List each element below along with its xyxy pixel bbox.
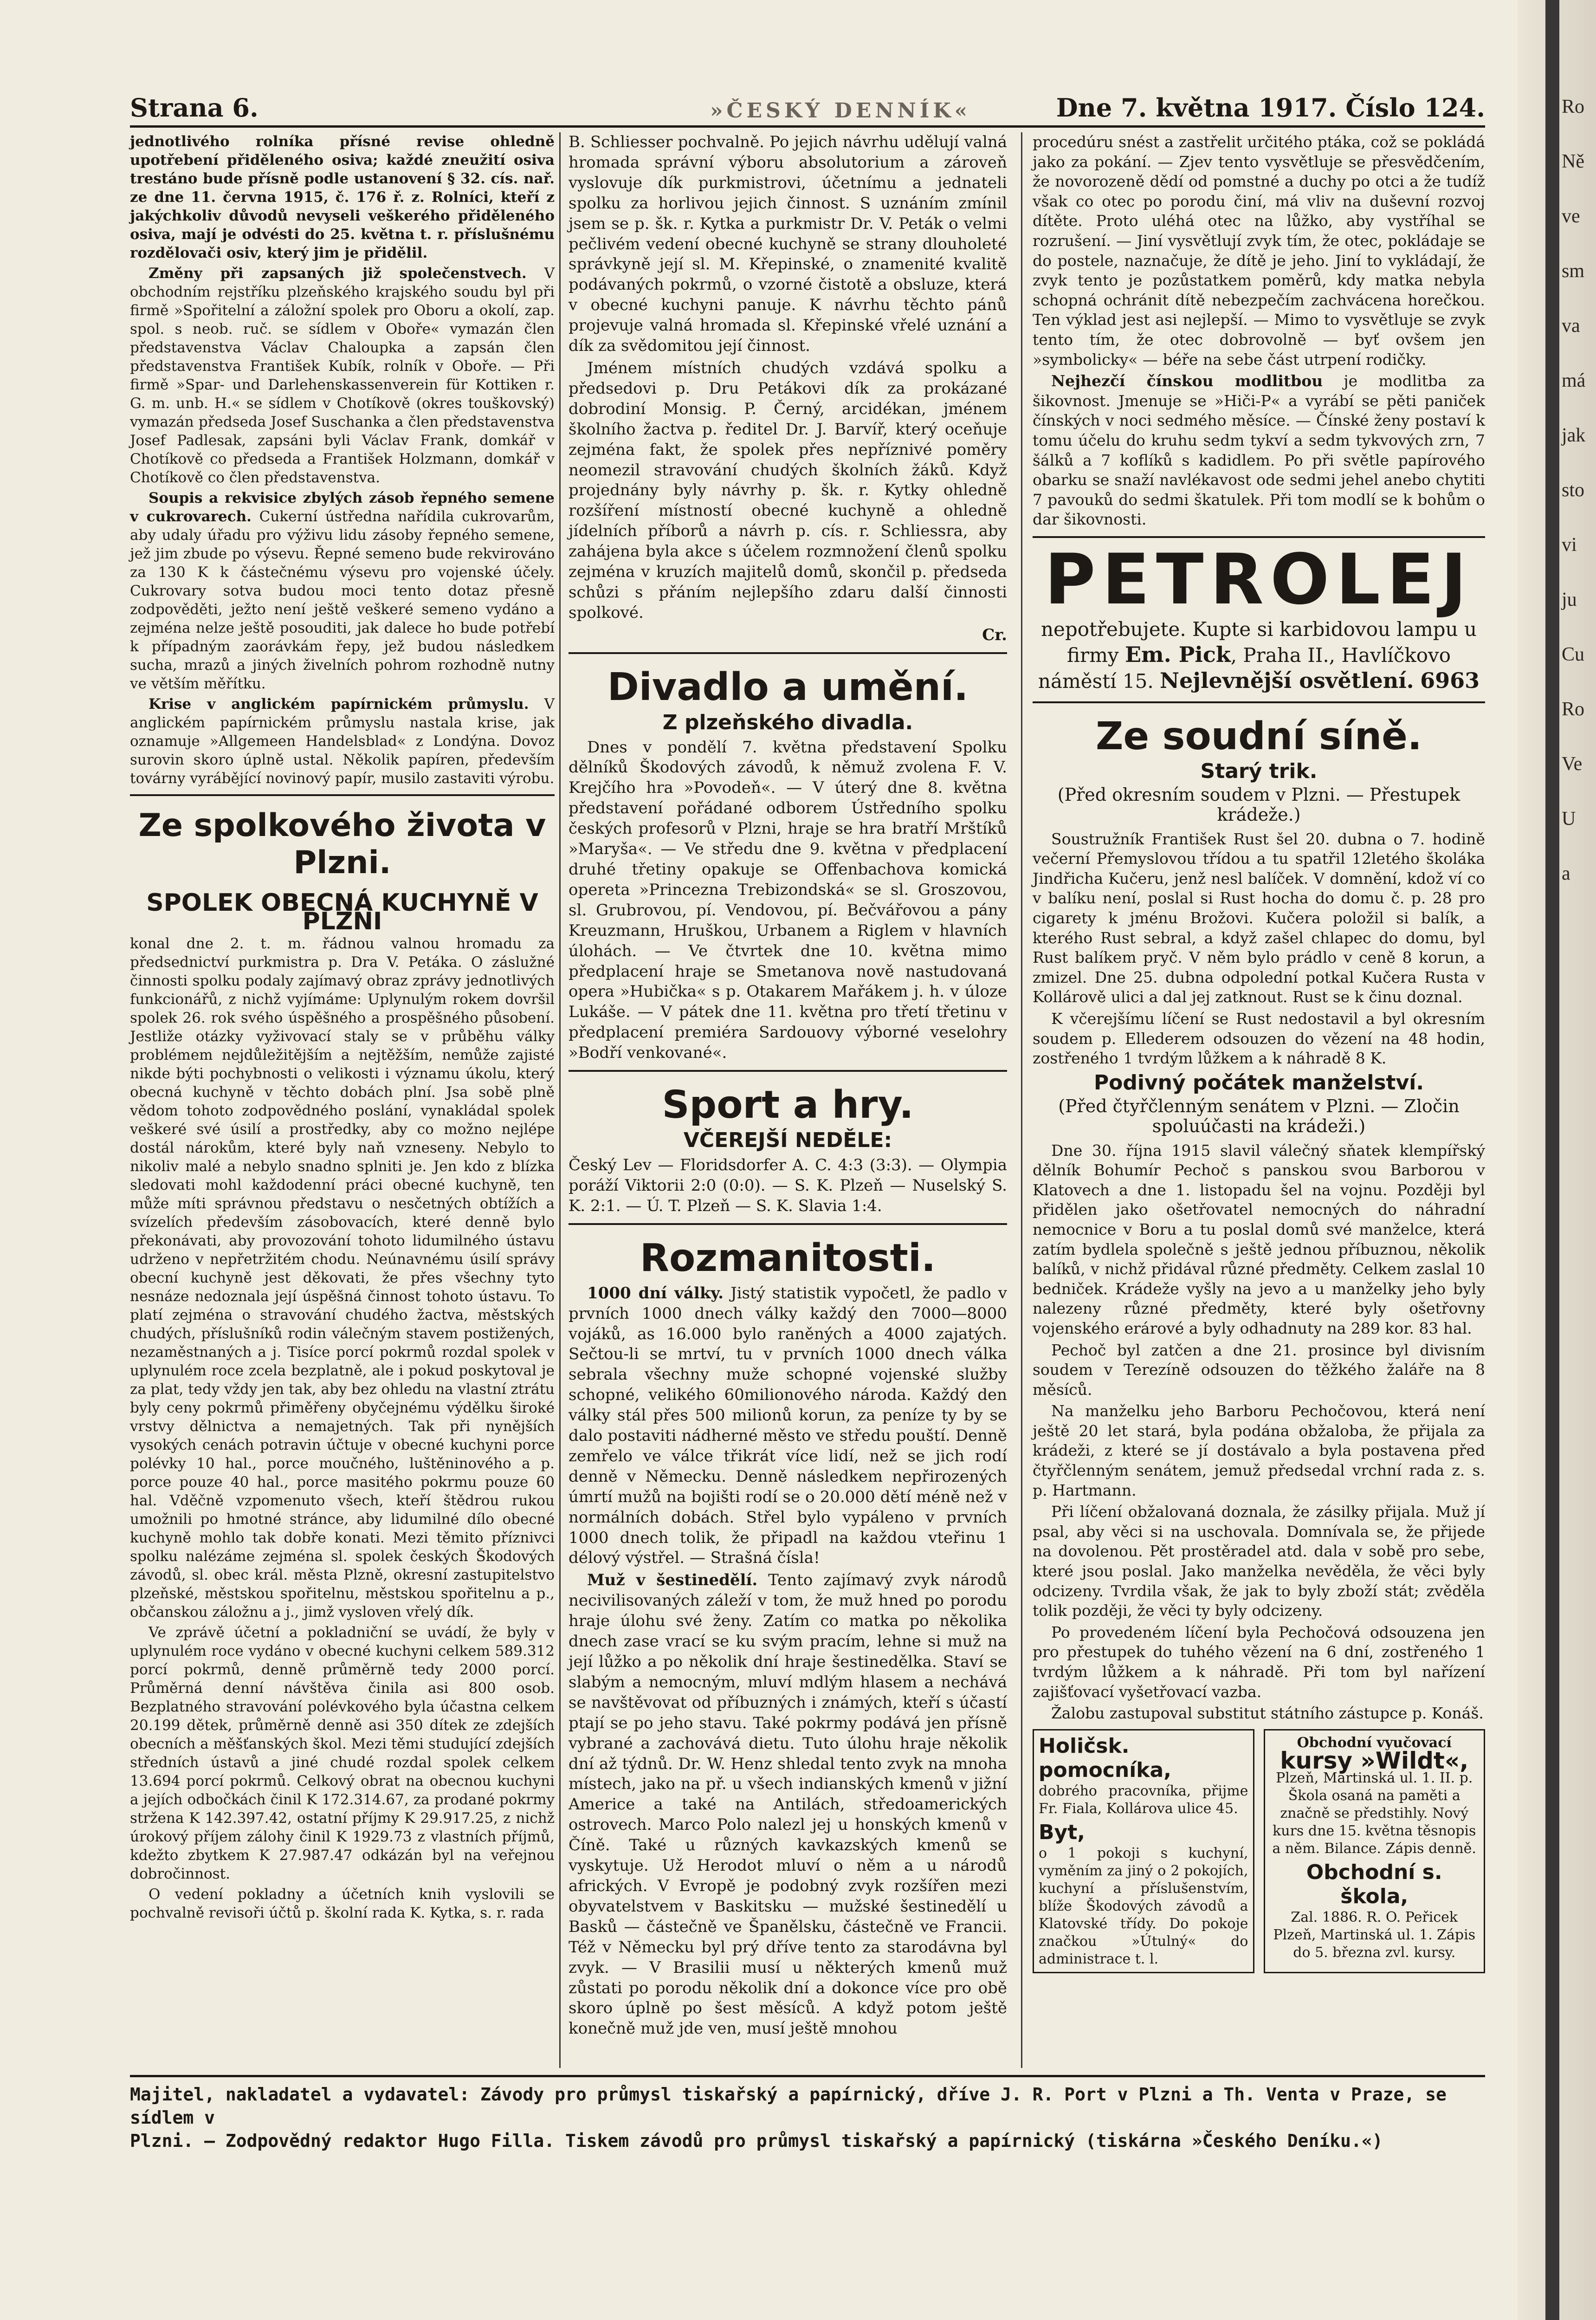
bleed-fragment: Ně [1562, 151, 1584, 172]
divider [569, 1070, 1007, 1072]
section-heading: Divadlo a umění. [607, 665, 969, 709]
ad-title: Byt, [1039, 1820, 1085, 1844]
item-lead: 1000 dní války. [587, 1283, 724, 1303]
paragraph: O vedení pokladny a účetních knih vyslovili se pochvalně revisoři účtů p. školní rada K. Kytka, s. r. rada [130, 1886, 555, 1921]
paragraph: Soustružník František Rust šel 20. dubna o 7. hodině večerní Přemyslovou třídou a tu spatřil 12letého školáka Jindřicha Kučeru, jenž nesl balíček. V domnění, kdož ví co v balíku není, poslal si Rust hocha do domu č. p. 28 pro cigarety k jménu Brožovi. Kučera položil si balík, a kterého Rust sebral, a když zašel chlapec do domu, byl Rust balíkem pryč. V něm bylo prádlo v ceně 8 korun, a zmizel. Dne 25. dubna odpolední potkal Kučera Rusta v Kollárově ulici a dal jej zatknout. Rust se k činu doznal. [1033, 829, 1485, 1006]
paragraph: Ve zprávě účetní a pokladniční se uvádí, že byly v uplynulém roce vydáno v obecné kuchyni celkem 589.312 porcí pokrmů, denně průměrně tedy 2000 porcí. Průměrná denní návštěva činila asi 800 osob. Bezplatného stravování polévkového byla účastna celkem 20.199 dětek, průměrně denně asi 350 dítek ze zdejších obecních a měšťanských škol. Mezi těmi studující zdejších středních ústavů a jiné chudé rozdal spolek celkem 13.694 porcí pokrmů. Celkový obrat na obecnou kuchyni a jejích odbočkách činil K 172.314.67, za prodané pokrmy stržena K 142.397.42, ostatní příjmy K 29.917.25, z nichž úrokový příjem zálohy činil K 1929.73 z vlastních příjmů, kdežto zbytkem K 27.987.47 odkázán byl na veřejnou dobročinnost. [130, 1624, 555, 1882]
binding-strip [1545, 0, 1559, 2320]
item-text: Cukerní ústředna nařídila cukrovarům, aby udaly úřadu pro výživu lidu zásoby řepného semene, jež jim zbude po výsevu. Řepné semeno bude rekvirováno za 130 K k částečnému výsevu pro vojenské účely. Cukrovary sotva budou moci tento dotaz přesně zodpověděti, ježto není ještě veškeré semeno vydáno a zejména nelze ještě posouditi, jak dalece ho bude potřebí k případným zaorávkám řepy, jež budou následkem sucha, mrazů a jiných živelních pohrom rozhodně nutny ve větším měřítku. [130, 508, 555, 692]
bleed-fragment: vi [1562, 534, 1577, 556]
bleed-fragment: U [1562, 808, 1576, 829]
paragraph: B. Schliesser pochvalně. Po jejich návrhu udělují valná hromada správní výboru absolutorium a zároveň vyslovuje dík purkmistrovi, účetnímu a jednateli spolku za horlivou jejich činnost. S uznáním zmínil jsem se p. šk. r. Kytka a purkmistr Dr. V. Peták o velmi pečlivém vedení obecné kuchyně se strany dlouholeté správkyně její sl. M. Křepinské, o znamenité kvalitě podávaných pokrmů, o vzorné čistotě a obsluze, která v obecné kuchyni panuje. K návrhu těchto pánů projevuje valná hromada sl. Křepinské vřelé uznání a dík za svědomitou její činnost. [569, 133, 1007, 356]
ad-number: 6963 [1420, 667, 1480, 693]
paragraph: Žalobu zastupoval substitut státního zástupce p. Konáš. [1051, 1704, 1484, 1723]
paragraph: Český Lev — Floridsdorfer A. C. 4:3 (3:3). — Olympia poráží Viktorii 2:0 (0:0). — S. K. Plzeň — Nuselský S. K. 2:1. — Ú. T. Plzeň — S. K. Slavia 1:4. [569, 1155, 1007, 1215]
item-text: V anglickém papírnickém průmyslu nastala krise, jak oznamuje »Allgemeen Handelsblad« z Londýna. Dovoz surovin skoro úplně ustal. Několik papíren, především továrny vyrábějící novinový papír, musilo zastaviti výrobu. [130, 696, 555, 787]
ad-line: , Praha II., Havlíčkovo náměstí 15. [1038, 643, 1451, 693]
article-title: SPOLEK OBECNÁ KUCHYNĚ V PLZNI [146, 889, 538, 935]
paragraph: Pechoč byl zatčen a dne 21. prosince byl divisním soudem v Terezíně odsouzen do těžkého žaláře na 8 měsíců. [1033, 1341, 1485, 1399]
ad-text [1033, 617, 1485, 694]
divider [569, 652, 1007, 654]
ad-tagline: Nejlevnější osvětlení. [1160, 667, 1414, 693]
imprint-line: Plzni. — Zodpovědný redaktor Hugo Filla. Tiskem závodů pro průmysl tiskařský a papírnický (tiskárna »Českého Deníku.«) [130, 2131, 1383, 2151]
classified-ad [1264, 1729, 1486, 1973]
paper-title: »ČESKÝ DENNÍK« [710, 99, 971, 123]
section-subheading: VČEREJŠÍ NEDĚLE: [683, 1128, 892, 1153]
section-heading: Ze spolkového života v Plzni. [138, 807, 546, 881]
item-lead: Krise v anglickém papírnickém průmyslu. [149, 696, 529, 713]
ad-heading: Obchodní vyučovací [1297, 1734, 1452, 1751]
news-item [130, 489, 555, 693]
item-text: V obchodním rejstříku plzeňského krajského soudu byl při firmě »Spořitelní a záložní spolek pro Oboru a okolí, zap. spol. s neob. ruč. se sídlem v Oboře« vymazán člen představenstva Václav Chaloupka a zapsán člen představenstva František Kubík, rolník v Oboře. — Při firmě »Spar- und Darlehenskassenverein für Kottiken r. G. m. unb. H.« se sídlem v Chotíkově (okres touškovský) vymazán předseda Josef Suschanka a člen představenstva Josef Padlesak, zapsáni byli Václav Frank, domkář v Chotíkově co předseda a František Holzmann, domkář v Chotíkově co člen představenstva. [130, 265, 555, 486]
paragraph: konal dne 2. t. m. řádnou valnou hromadu za předsednictví purkmistra p. Dra V. Petáka. O záslužné činnosti spolku podaly zajímavý obraz zprávy jednotlivých funkcionářů, z nichž vyjímáme: Uplynulým rokem dovršil spolek 26. rok svého úspěšného a prospěšného působení. Jestliže otázky vyživovací staly se v průběhu války problémem nejdůležitějším a nejtěžším, nemůže zajisté nikde býti pochybnosti o velikosti i významu úkolu, který obecná kuchyně v těchto dobách plní. Jsa sobě plně vědom tohoto zodpovědného poslání, vynakládal spolek veškeré své úsilí a prostředky, aby co možno nejlépe dostál nárokům, které byly naň vzneseny. Nebylo to nikoliv malé a nebylo snadno splniti je. Jen kdo z blízka sledovati mohl každodenní práci obecné kuchyně, ten může míti správnou představu o nesčetných obtížích a svízelích především zásobovacích, které denně bylo překonávati, aby provozování tohoto lidumilného ústavu udrženo v nepřetržitém chodu. Neúnavnému úsilí správy obecní kuchyně jest děkovati, že přes všechny tyto nesnáze nedoznala její úspěšná činnost tohoto ústavu. To platí zejména o stravování chudého žactva, městských chudých, příslušníků rodin válečným stavem postižených, nezaměstnaných a j. Tisíce porcí pokrmů rozdal spolek v uplynulém roce zcela bezplatně, ale i pokud poskytoval je za plat, tedy vždy jen tak, aby bez ohledu na vlastní ztrátu byly ceny pokrmů přiměřeny obyčejnému výdělku široké vrstvy dělnictva a nemajetných. Tak při nynějších vysokých cenách potravin účtuje v obecné kuchyni porce polévky 10 hal., porce moučného, luštěninového a p. porce pouze 40 hal., porce masitého pokrmu pouze 60 hal. Vděčně vzpomenuto všech, kteří štědrou rukou umožnili po hmotné stránce, aby lidumilné dílo obecné kuchyně mohlo tak dobře konati. Mezi těmito příznivci spolku nalézáme zejména sl. spolek českých Škodových závodů, sl. obec král. města Plzně, okresní zastupitelstvo plzeňské, městskou spořitelnu, městskou spořitelnu a p., občanskou záložnu a j., jimž vysloven vřelý dík. [130, 935, 555, 1620]
bleed-fragment: ve [1562, 206, 1580, 227]
ad-firm: Em. Pick [1125, 642, 1231, 667]
masthead [130, 74, 1485, 128]
page-label: Strana 6. [130, 93, 258, 123]
ad-title: kursy »Wildt«, [1280, 1747, 1469, 1774]
item-lead: Nejhezčí čínskou modlitbou [1051, 372, 1323, 390]
news-item [1033, 371, 1485, 530]
column-3 [1033, 132, 1485, 1973]
ad-title: Obchodní s. škola, [1306, 1860, 1442, 1908]
bleed-fragment: Ro [1562, 699, 1585, 720]
signature: Cr. [982, 625, 1007, 644]
advertisement-petrolej [1033, 536, 1485, 703]
news-item [130, 264, 555, 487]
imprint-footer [130, 2075, 1485, 2152]
column-divider [559, 132, 561, 2068]
ad-title: Holičsk. pomocníka, [1039, 1734, 1171, 1782]
bleed-fragment: sm [1562, 260, 1585, 282]
section-heading: Rozmanitosti. [640, 1236, 936, 1280]
section-heading: Ze soudní síně. [1096, 714, 1422, 758]
ad-text: dobrého pracovníka, přijme Fr. Fiala, Kollárova ulice 45. [1039, 1782, 1248, 1817]
paragraph: Na manželku jeho Barboru Pechočovou, která není ještě 20 let stará, byla podána obžaloba, že přijala za krádeži, z které se jí dostávalo a byla postavena před čtyřčlenným senátem, jemuž předsedal vrchní rada z. s. p. Hartmann. [1033, 1402, 1485, 1499]
article-subtitle: (Před okresním soudem v Plzni. — Přestupek krádeže.) [1057, 784, 1460, 825]
news-item [569, 1283, 1007, 1569]
adjacent-page-text [1562, 93, 1594, 914]
paragraph: Dnes v pondělí 7. května představení Spolku dělníků Škodových závodů, k němuž zvolena F. V. Krejčího hra »Povodeň«. — V úterý dne 8. května představení pořádané odborem Ústředního spolku českých profesorů v Plzni, hraje se hra bratří Mrštíků »Maryša«. — Ve středu dne 9. května v předplacení druhé třetiny opakuje se Offenbachova komická opereta »Princezna Trebizondská« se sl. Groszovou, sl. Grubrovou, pí. Vendovou, pí. Bečvářovou a pány Kreuzmann, Hruškou, Urbanem a Riglem v hlavních úlohách. — Ve čtvrtek dne 10. května mimo předplacení hraje se Smetanova nově nastudovaná opera »Hubička« s p. Otakarem Mařákem j. h. v úloze Lukáše. — V pátek dne 11. května pro třetí třetinu v předplacení premiéra Sardouovy výborné veselohry »Bodří venkované«. [569, 738, 1007, 1063]
divider [569, 1223, 1007, 1225]
article-title: Podivný počátek manželství. [1093, 1070, 1424, 1095]
paragraph: Dne 30. října 1915 slavil válečný sňatek klempířský dělník Bohumír Pechoč s panskou svou Barborou v Klatovech a dne 1. listopadu šel na vojnu. Později byl přidělen jako ošetřovatel nemocných do náhradní nemocnice v Boru a tu poslal domů své manželce, která zatím bydlela společně s ještě jednou příbuznou, několik balíků, v nichž přidával různé předměty. Celkem zaslal 10 bedniček. Krádeže vyšly na jevo a u manželky jeho byly nalezeny různé předměty, které byly ošetřovny vojenského erárové a byly odhadnuty na 289 kor. 83 hal. [1033, 1141, 1485, 1337]
paragraph: procedúru snést a zastřelit určitého ptáka, což se pokládá jako za pokání. — Zjev tento vysvětluje se přesvědčením, že novorozeně dědí od pomstné a duchy po otci a že tudíž však co otec po porodu činí, má vliv na duševní rozvoj dítěte. Proto uléhá otec na lůžko, aby vystříhal se rozrušení. — Jiní vysvětlují zvyk tím, že otec, pokládaje se do postele, naznačuje, že dítě je jeho. Jiní to vykládají, že zvyk tento je pozůstatkem poměrů, kdy matka nebyla schopná ochránit dítě nebezpečím zachvácena horečkou. Ten výklad jest asi nejlepší. — Mimo to vysvětluje se zvyk tento tím, že otec dobrovolně — byť ovšem jen »symbolicky« — béře na sebe část utrpení rodičky. [1033, 133, 1485, 369]
item-text: Tento zajímavý zvyk národů necivilisovaných záleží v tom, že muž hned po porodu hraje úlohu své ženy. Zatím co matka po několika dnech zase vrací se ku svým pracím, lehne si muž na její lůžko a po několik dní hraje šestinedělka. Staví se slabým a nemocným, mluví mdlým hlasem a nechává se navštěvovat od příbuzných i známých, kteří s účastí ptají se po jeho stavu. Také pokrmy podává jen přísně vybrané a zachovává dietu. Tuto úlohu hraje několik dní až týdnů. Dr. W. Henz shledal tento zvyk na mnoha místech, jako na př. u všech indianských kmenů v jižní Americe a také na Antilách, středoamerických ostrovech. Marco Polo nalezl jej u honských kmenů v Číně. Také u různých kavkazských kmenů se vyskytuje. Už Herodot mluví o něm a u národů afrických. V Evropě je podobný zvyk rozšířen mezi obyvatelstvem v Baskitsku — mužské šestinedělí u Basků — částečně ve Španělsku, částečně ve Francii. Též v Německu byl prý dříve tento za starodávna byl zvyk. — V Brasilii musí u některých kmenů muž zůstati po porodu několik dní a dokonce více pro obě skoro úplně po šest měsíců. A když potom ještě konečně muž jde ven, musí ještě mnohou [569, 1571, 1007, 2038]
bleed-fragment: jak [1562, 425, 1586, 446]
article-subtitle: (Před čtyřčlenným senátem v Plzni. — Zločin spoluúčasti na krádeži.) [1058, 1096, 1460, 1136]
ad-headline: PETROLEJ [1044, 539, 1473, 620]
bleed-fragment: Cu [1562, 644, 1585, 665]
date-issue: Dne 7. května 1917. Číslo 124. [1056, 93, 1485, 123]
bleed-fragment: Ro [1562, 96, 1585, 117]
ad-text: Zal. 1886. R. O. Peřicek Plzeň, Martinská ul. 1. Zápis do 5. března zvl. kursy. [1273, 1909, 1476, 1961]
paragraph: Při líčení obžalovaná doznala, že zásilky přijala. Muž jí psal, aby věci si na uschovala. Domnívala se, že přijede na dovolenou. Pět prostěradel atd. dala v sobě pro sebe, které jsou poslal. Jako manželka nevěděla, že věci byly odcizeny. Tvrdila však, že jak to byly zboží stát; zvěděla tolik později, že věci ty byly odcizeny. [1033, 1503, 1485, 1620]
article-title: Starý trik. [1200, 759, 1318, 783]
item-text: Jistý statistik vypočetl, že padlo v prvních 1000 dnech války každý den 7000—8000 vojáků, as 16.000 bylo raněných a 4000 zajatých. Sečtou-li se mrtví, tu v prvních 1000 dnech válka sebrala všechny muže schopné vojenské služby schopné, velikého 60milionového národa. Každý den války stál přes 500 milionů korun, za peníze ty by se dalo postaviti nádherné město ve středu pouští. Denně zemřelo ve válce třikrát více lidí, než se jich rodí denně v Německu. Denně následkem nepřirozených úmrtí mužů na bojišti rodí se o 20.000 dětí méně než v normálních dobách. Střel bylo vypáleno v prvních 1000 dnech tolik, že připadl na každou vteřinu 1 délový výstřel. — Strašná čísla! [569, 1283, 1007, 1568]
ad-text: Plzeň, Martinská ul. 1. II. p. Škola osaná na paměti a značně se předstihly. Nový kurs dne 15. května těsnopis a něm. Bilance. Zápis denně. [1272, 1769, 1476, 1857]
bleed-fragment: a [1562, 863, 1570, 884]
paragraph: Po provedeném líčení byla Pechočová odsouzena jen pro přestupek do tuhého vězení na 6 dní, zostřeného 1 tvrdým lůžkem a k náhradě. Při tom byl nařízení zajišťovací vyšetřovací vazba. [1033, 1623, 1485, 1701]
item-lead: Soupis a rekvisice zbylých zásob řepného semene v cukrovarech. [130, 490, 555, 525]
ad-line: nepotřebujete. Kupte si karbidovou lampu u firmy [1040, 617, 1477, 667]
news-item [130, 695, 555, 788]
imprint-line: Majitel, nakladatel a vydavatel: Závody pro průmysl tiskařský a papírnický, dříve J. R. Port v Plzni a Th. Venta v Praze, se sídlem v [130, 2084, 1447, 2128]
ad-text: o 1 pokoji s kuchyní, vyměním za jiný o 2 pokojích, kuchyní a příslušenstvím, blíže Škodových závodů a Klatovské třídy. Do pokoje značkou »Útulný« do administrace t. l. [1039, 1845, 1248, 1967]
paragraph: Jménem místních chudých vzdává spolku a předsedovi p. Dru Petákovi dík za prokázané dobrodiní Monsig. P. Černý, arcidékan, jménem školního žactva p. ředitel Dr. J. Barvíř, který oceňuje zejména fakt, že spolek přes nepříznivé poměry neomezil stravování chudých školních žáků. Když projednány byly návrhy p. šk. r. Kytky ohledně rozšíření místností obecné kuchyně a ohledně jídelních příborů a návrh p. cís. r. Schliessra, aby zahájena byla akce s účelem rozmnožení členů spolku zejména v kruzích majitelů domů, skončil p. předseda schůzi s přáním nejlepšího zdaru další činnosti spolkové. [569, 358, 1007, 622]
bleed-fragment: Ve [1562, 753, 1583, 775]
paragraph: jednotlivého rolníka přísné revise ohledně upotřebení přiděleného osiva; každé zneužití osiva trestáno bude přísně podle ustanovení § 32. cís. nař. ze dne 11. června 1915, č. 176 ř. z. Rolníci, kteří z jakýchkoliv důvodů nevyseli veškerého přiděleného osiva, mají je odvésti do 25. května t. r. příslušnému rozdělovači osiv, který jim je přidělil. [130, 133, 555, 261]
item-lead: Muž v šestinedělí. [587, 1571, 758, 1590]
section-heading: Sport a hry. [662, 1083, 914, 1128]
column-2 [569, 132, 1007, 2041]
bleed-fragment: ju [1562, 589, 1577, 610]
bleed-fragment: má [1562, 370, 1586, 391]
classified-ads-row [1033, 1729, 1485, 1973]
bleed-fragment: va [1562, 315, 1580, 337]
paragraph: K včerejšímu líčení se Rust nedostavil a byl okresním soudem p. Ellederem odsouzen do vězení na 48 hodin, zostřeného 1 tvrdým lůžkem a k náhradě 8 K. [1033, 1010, 1485, 1068]
item-lead: Změny při zapsaných již společenstvech. [149, 265, 527, 282]
column-divider [1021, 132, 1022, 2068]
item-text: je modlitba za šikovnost. Jmenuje se »Hiči-P« a vyrábí se pěti paniček čínských v noci sedmého měsíce. — Čínské ženy postaví k tomu účelu do kruhu sedm tykví a sedm tykvových zrn, 7 šálků a 7 koflíků s kadidlem. Po při světle papírového obarku se snaží navlékavost ode sedmi jehel anebo chytiti 7 pavouků do sedmi škatulek. Při tom modlí se k bohům o dar šikovnosti. [1033, 372, 1485, 529]
column-1 [130, 132, 555, 1924]
section-subheading: Z plzeňského divadla. [662, 710, 913, 734]
news-item [569, 1570, 1007, 2039]
classified-ad [1033, 1729, 1254, 1973]
bleed-fragment: sto [1562, 480, 1585, 501]
divider [130, 794, 555, 796]
